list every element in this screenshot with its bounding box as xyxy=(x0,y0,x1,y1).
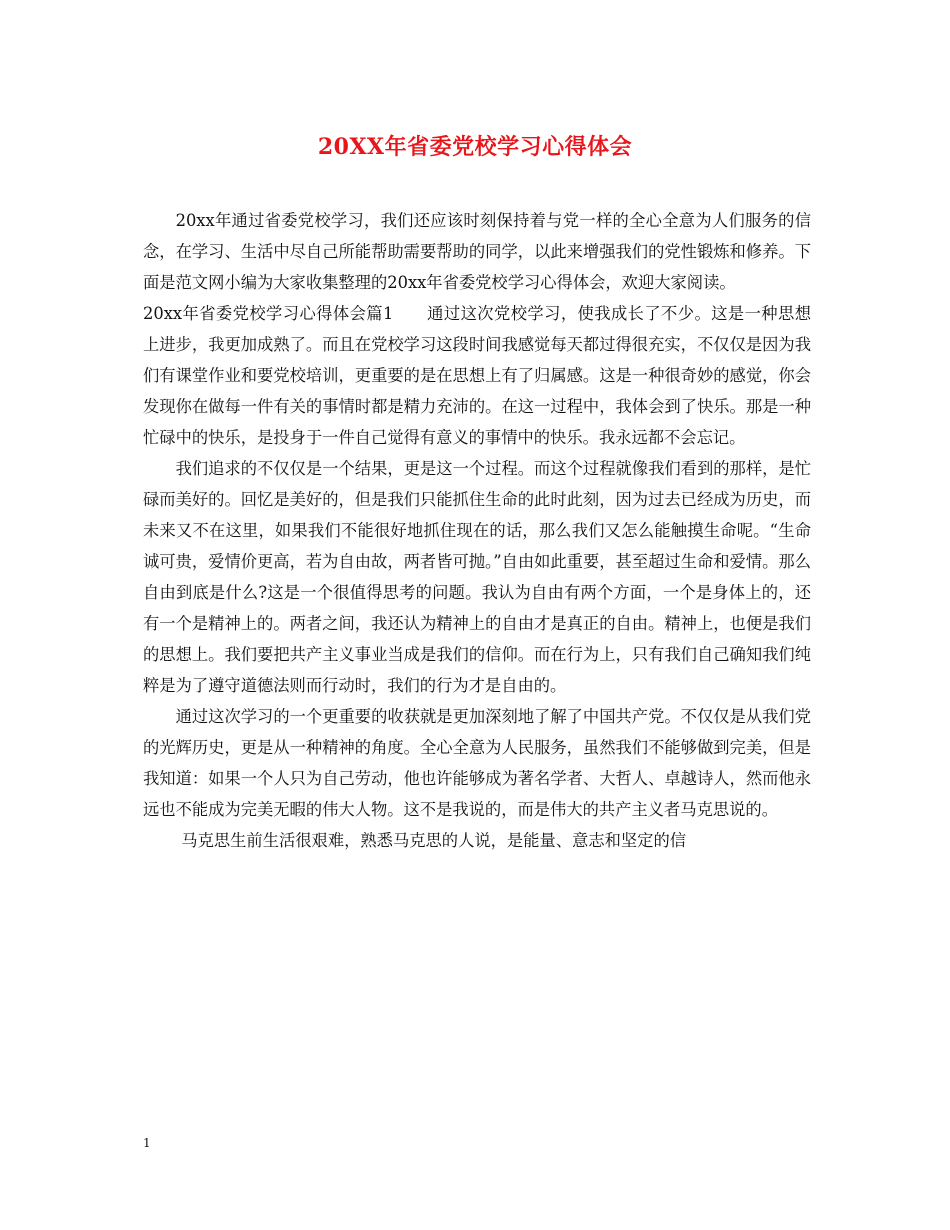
paragraph-marx: 马克思生前生活很艰难，熟悉马克思的人说，是能量、意志和坚定的信 xyxy=(181,831,687,850)
paragraph-intro: 20xx年通过省委党校学习，我们还应该时刻保持着与党一样的全心全意为人们服务的信念，在学习、生活中尽自己所能帮助需要帮助的同学，以此来增强我们的党性锻炼和修养。下面是范文网小编为大家收集整理的20xx年省委党校学习心得体会，欢迎大家阅读。 xyxy=(143,211,811,292)
paragraph-freedom: 我们追求的不仅仅是一个结果，更是这一个过程。而这个过程就像我们看到的那样，是忙碌而美好的。回忆是美好的，但是我们只能抓住生命的此时此刻，因为过去已经成为历史，而未来又不在这里，如果我们不能很好地抓住现在的话，那么我们又怎么能触摸生命呢。“生命诚可贵，爱情价更高，若为自由故，两者皆可抛。”自由如此重要，甚至超过生命和爱情。那么自由到底是什么?这是一个很值得思考的问题。我认为自由有两个方面，一个是身体上的，还有一个是精神上的。两者之间，我还认为精神上的自由才是真正的自由。精神上，也便是我们的思想上。我们要把共产主义事业当成是我们的信仰。而在行为上，只有我们自己确知我们纯粹是为了遵守道德法则而行动时，我们的行为才是自由的。 xyxy=(143,459,811,695)
page-number: 1 xyxy=(143,1136,151,1150)
document-body xyxy=(143,205,811,856)
paragraph-section-1: 20xx年省委党校学习心得体会篇1 通过这次党校学习，使我成长了不少。这是一种思想上进步，我更加成熟了。而且在党校学习这段时间我感觉每天都过得很充实，不仅仅是因为我们有课堂作业和要党校培训，更重要的是在思想上有了归属感。这是一种很奇妙的感觉，你会发现你在做每一件有关的事情时都是精力充沛的。在这一过程中，我体会到了快乐。那是一种忙碌中的快乐，是投身于一件自己觉得有意义的事情中的快乐。我永远都不会忘记。 xyxy=(143,304,811,447)
document-title: 20XX年省委党校学习心得体会 xyxy=(317,134,633,160)
paragraph-party: 通过这次学习的一个更重要的收获就是更加深刻地了解了中国共产党。不仅仅是从我们党的光辉历史，更是从一种精神的角度。全心全意为人民服务，虽然我们不能够做到完美，但是我知道：如果一个人只为自己劳动，他也许能够成为著名学者、大哲人、卓越诗人，然而他永远也不能成为完美无暇的伟大人物。这不是我说的，而是伟大的共产主义者马克思说的。 xyxy=(143,707,811,819)
